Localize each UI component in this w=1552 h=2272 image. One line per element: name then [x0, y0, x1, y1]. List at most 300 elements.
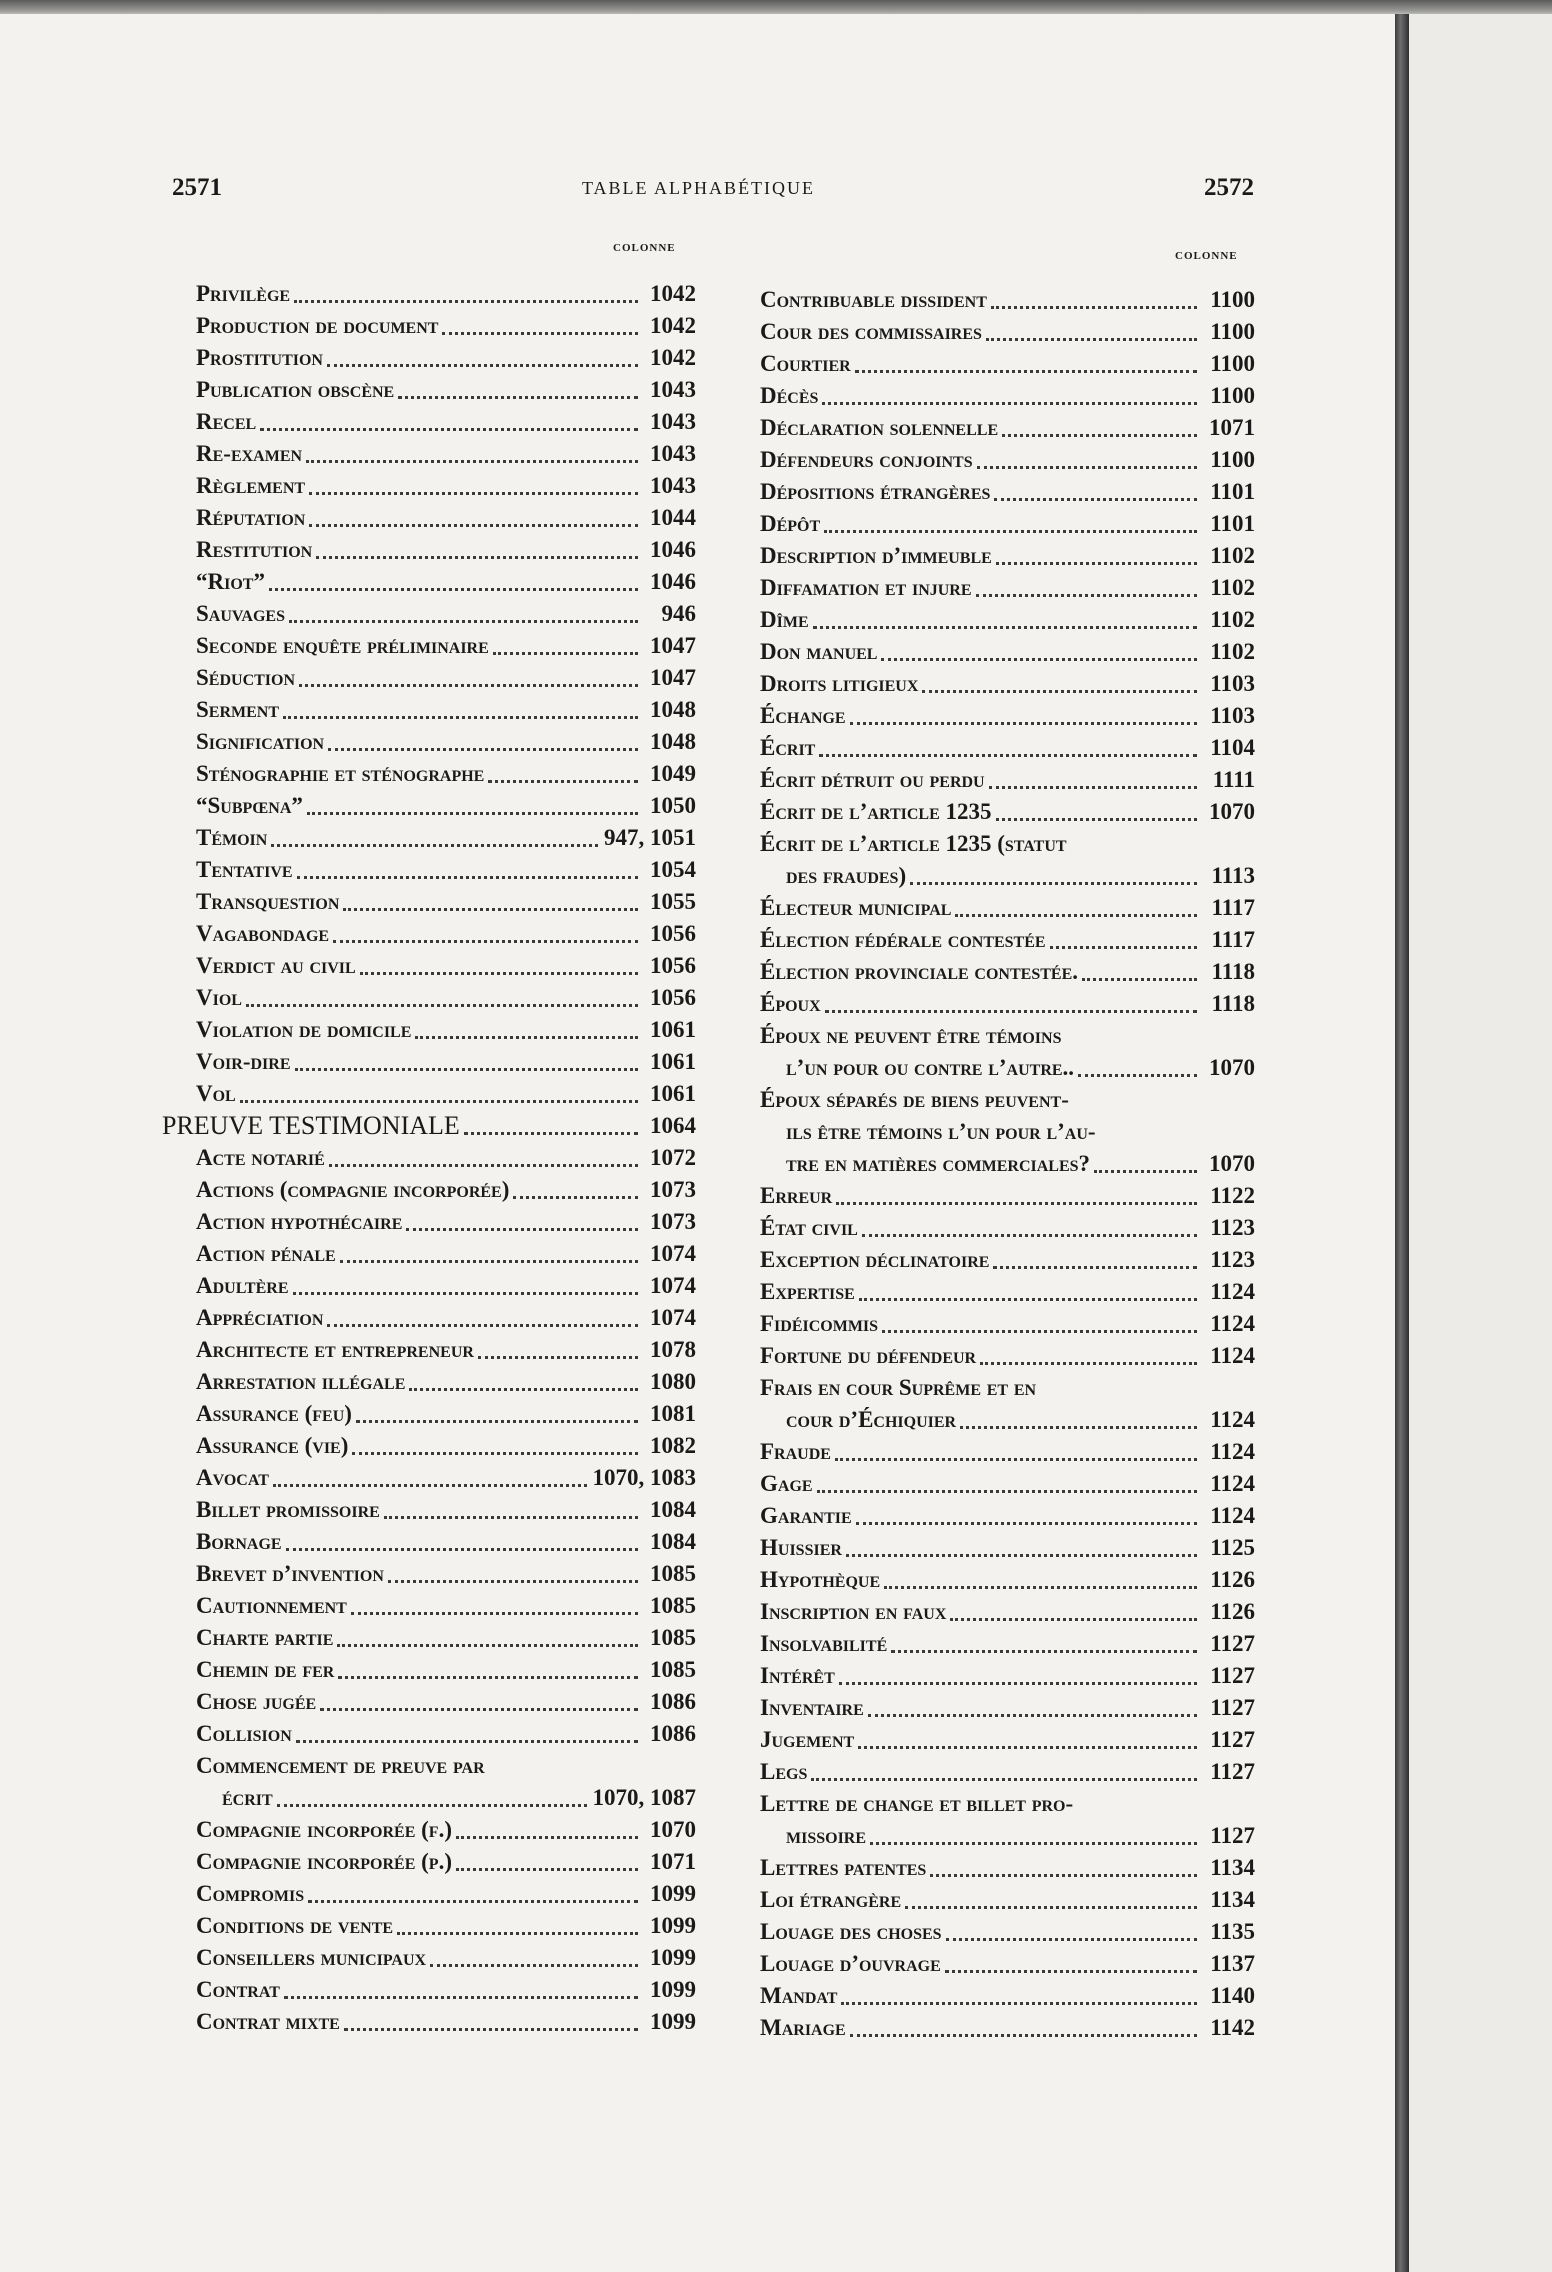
- dot-leader: [977, 465, 1197, 469]
- index-entry: [760, 348, 1255, 380]
- dot-leader: [825, 1009, 1197, 1013]
- index-entry-line: [760, 1372, 1255, 1404]
- column-reference: 1103: [1210, 703, 1255, 728]
- dot-leader: [513, 1195, 638, 1199]
- column-reference: 1113: [1211, 863, 1255, 888]
- dot-leader: [881, 657, 1197, 661]
- column-reference: 1126: [1210, 1567, 1255, 1592]
- column-reference: 1042: [650, 345, 696, 370]
- index-entry: [196, 1846, 696, 1878]
- dot-leader: [891, 1649, 1197, 1653]
- dot-leader: [846, 1553, 1197, 1557]
- entry-label: Chose jugée: [196, 1689, 317, 1714]
- entry-label: Commencement de preuve par: [196, 1753, 485, 1778]
- entry-label: Acte notarié: [196, 1145, 325, 1170]
- column-reference: 946: [661, 601, 696, 626]
- entry-label: Compagnie incorporée (f.): [196, 1817, 452, 1842]
- dot-leader: [855, 369, 1197, 373]
- index-entry: [196, 1718, 696, 1750]
- column-reference: 1070, 1087: [592, 1785, 696, 1810]
- index-entry: [196, 1014, 696, 1046]
- entry-label: Lettre de change et billet pro-: [760, 1791, 1074, 1816]
- dot-leader: [338, 1675, 638, 1679]
- entry-label: Compromis: [196, 1881, 305, 1906]
- column-reference: 1070, 1083: [592, 1465, 696, 1490]
- entry-label: Verdict au civil: [196, 953, 356, 978]
- column-reference: 1084: [650, 1497, 696, 1522]
- entry-label: Jugement: [760, 1727, 855, 1752]
- index-entry: [196, 1622, 696, 1654]
- index-entry: [196, 278, 696, 310]
- dot-leader: [351, 1611, 638, 1615]
- dot-leader: [384, 1515, 638, 1519]
- index-entry: [760, 700, 1255, 732]
- column-reference: 1100: [1210, 319, 1255, 344]
- entry-label: Contrat mixte: [196, 2009, 340, 2034]
- column-reference: 1086: [650, 1689, 696, 1714]
- entry-label: Production de document: [196, 313, 439, 338]
- column-reference: 1050: [650, 793, 696, 818]
- index-entry: [196, 790, 696, 822]
- entry-label: Fortune du défendeur: [760, 1343, 977, 1368]
- index-entry: [196, 1814, 696, 1846]
- column-reference: 1081: [650, 1401, 696, 1426]
- index-entry: [196, 1526, 696, 1558]
- index-entry: [760, 1564, 1255, 1596]
- column-reference: 1049: [650, 761, 696, 786]
- index-entry: [760, 1660, 1255, 1692]
- index-entry: [196, 1206, 696, 1238]
- index-entry: [760, 988, 1255, 1020]
- dot-leader: [273, 1483, 587, 1487]
- dot-leader: [1082, 977, 1197, 981]
- entry-label: Élection provinciale contestée.: [760, 959, 1078, 984]
- column-reference: 1046: [650, 569, 696, 594]
- column-reference: 1043: [650, 377, 696, 402]
- entry-label: Hypothèque: [760, 1567, 881, 1592]
- index-entry: [196, 822, 696, 854]
- dot-leader: [996, 817, 1198, 821]
- entry-label: Tentative: [196, 857, 293, 882]
- index-entry: [760, 508, 1255, 540]
- index-entry: [760, 1820, 1255, 1852]
- running-title: TABLE ALPHABÉTIQUE: [582, 178, 816, 198]
- index-entry: [196, 854, 696, 886]
- dot-leader: [337, 1643, 638, 1647]
- entry-label: Actions (compagnie incorporée): [196, 1177, 510, 1202]
- index-entry: [196, 2006, 696, 2038]
- dot-leader: [839, 1681, 1197, 1685]
- dot-leader: [296, 1739, 638, 1743]
- entry-label: Dépositions étrangères: [760, 479, 991, 504]
- dot-leader: [813, 625, 1197, 629]
- index-entry: [760, 1212, 1255, 1244]
- dot-leader: [309, 491, 638, 495]
- dot-leader: [289, 619, 638, 623]
- entry-label: Compagnie incorporée (p.): [196, 1849, 452, 1874]
- dot-leader: [286, 1547, 638, 1551]
- entry-label: Mandat: [760, 1983, 838, 2008]
- index-entry: [196, 1782, 696, 1814]
- dot-leader: [922, 689, 1197, 693]
- column-reference: 1102: [1210, 639, 1255, 664]
- dot-leader: [868, 1713, 1197, 1717]
- index-entry: [760, 1276, 1255, 1308]
- entry-label: Dîme: [760, 607, 809, 632]
- entry-label: cour d’Échiquier: [786, 1407, 957, 1432]
- index-entry: [196, 1046, 696, 1078]
- column-reference: 1080: [650, 1369, 696, 1394]
- column-reference: 1101: [1210, 479, 1255, 504]
- entry-label: Prostitution: [196, 345, 323, 370]
- column-reference: 1056: [650, 921, 696, 946]
- index-entry: [196, 1366, 696, 1398]
- index-entry: [760, 1500, 1255, 1532]
- index-entry: [760, 860, 1255, 892]
- entry-label: Gage: [760, 1471, 813, 1496]
- entry-label: Chemin de fer: [196, 1657, 335, 1682]
- dot-leader: [980, 1361, 1197, 1365]
- entry-label: Assurance (vie): [196, 1433, 349, 1458]
- index-entry: [760, 1884, 1255, 1916]
- entry-label: Réputation: [196, 505, 306, 530]
- entry-label: Collision: [196, 1721, 292, 1746]
- entry-label: Publication obscène: [196, 377, 395, 402]
- column-reference: 1137: [1210, 1951, 1255, 1976]
- column-reference: 1124: [1210, 1311, 1255, 1336]
- dot-leader: [930, 1873, 1197, 1877]
- column-reference: 1099: [650, 1913, 696, 1938]
- index-entry: [760, 1180, 1255, 1212]
- entry-label: Action hypothécaire: [196, 1209, 403, 1234]
- dot-leader: [295, 1067, 638, 1071]
- page-number-left: 2571: [172, 174, 222, 201]
- entry-label: Sténographie et sténographe: [196, 761, 485, 786]
- column-reference: 1127: [1210, 1631, 1255, 1656]
- index-entry: [196, 1398, 696, 1430]
- entry-label: Fraude: [760, 1439, 831, 1464]
- column-reference: 1124: [1210, 1471, 1255, 1496]
- dot-leader: [945, 1969, 1197, 1973]
- column-reference: 1100: [1210, 287, 1255, 312]
- column-reference: 1134: [1210, 1887, 1255, 1912]
- index-entry: [760, 1596, 1255, 1628]
- dot-leader: [283, 715, 638, 719]
- entry-label: Vol: [196, 1081, 236, 1106]
- dot-leader: [309, 523, 638, 527]
- entry-label: Frais en cour Suprême et en: [760, 1375, 1037, 1400]
- index-entry-line: [760, 1020, 1255, 1052]
- column-reference: 1124: [1210, 1343, 1255, 1368]
- index-entry: [196, 1942, 696, 1974]
- dot-leader: [862, 1233, 1197, 1237]
- entry-label: Droits litigieux: [760, 671, 919, 696]
- dot-leader: [493, 651, 638, 655]
- entry-label: Vagabondage: [196, 921, 330, 946]
- column-reference: 947, 1051: [604, 825, 696, 850]
- column-reference: 1074: [650, 1273, 696, 1298]
- dot-leader: [397, 1931, 638, 1935]
- index-column-right: [760, 284, 1255, 2044]
- entry-label: Élection fédérale contestée: [760, 927, 1046, 952]
- entry-label: Action pénale: [196, 1241, 336, 1266]
- dot-leader: [1094, 1169, 1197, 1173]
- entry-label: Époux ne peuvent être témoins: [760, 1023, 1062, 1048]
- column-reference: 1074: [650, 1241, 696, 1266]
- column-reference: 1102: [1210, 607, 1255, 632]
- entry-label: Contrat: [196, 1977, 280, 2002]
- dot-leader: [976, 593, 1197, 597]
- column-reference: 1043: [650, 473, 696, 498]
- index-entry: [196, 1078, 696, 1110]
- index-column-left: [162, 278, 696, 2038]
- column-reference: 1056: [650, 985, 696, 1010]
- dot-leader: [817, 1489, 1197, 1493]
- entry-label: “Subpœna”: [196, 793, 303, 818]
- index-entry-line: [760, 1788, 1255, 1820]
- index-entry: [196, 726, 696, 758]
- dot-leader: [442, 331, 638, 335]
- entry-label: écrit: [222, 1785, 273, 1810]
- dot-leader: [993, 1265, 1197, 1269]
- dot-leader: [320, 1707, 638, 1711]
- dot-leader: [870, 1841, 1197, 1845]
- dot-leader: [960, 1425, 1197, 1429]
- index-entry: [760, 1916, 1255, 1948]
- column-reference: 1099: [650, 1945, 696, 1970]
- dot-leader: [955, 913, 1197, 917]
- index-entry-line: [760, 828, 1255, 860]
- entry-label: l’un pour ou contre l’autre..: [786, 1055, 1075, 1080]
- index-entry: [196, 502, 696, 534]
- index-entry-line: [760, 1084, 1255, 1116]
- index-entry: [196, 1462, 696, 1494]
- column-reference: 1124: [1210, 1407, 1255, 1432]
- entry-label: Brevet d’invention: [196, 1561, 384, 1586]
- entry-label: Conditions de vente: [196, 1913, 394, 1938]
- column-reference: 1102: [1210, 543, 1255, 568]
- entry-label: Expertise: [760, 1279, 855, 1304]
- dot-leader: [859, 1297, 1197, 1301]
- column-reference: 1117: [1211, 927, 1255, 952]
- dot-leader: [415, 1035, 638, 1039]
- index-entry: [196, 662, 696, 694]
- entry-label: Époux: [760, 991, 821, 1016]
- dot-leader: [398, 395, 638, 399]
- dot-leader: [409, 1387, 638, 1391]
- dot-leader: [356, 1419, 638, 1423]
- dot-leader: [819, 753, 1197, 757]
- entry-label: Restitution: [196, 537, 313, 562]
- index-entry: [760, 1340, 1255, 1372]
- entry-label: Exception déclinatoire: [760, 1247, 990, 1272]
- entry-label: Témoin: [196, 825, 268, 850]
- column-reference: 1048: [650, 697, 696, 722]
- entry-label: Époux séparés de biens peuvent-: [760, 1087, 1069, 1112]
- column-reference: 1070: [650, 1817, 696, 1842]
- dot-leader: [991, 305, 1197, 309]
- index-entry: [196, 566, 696, 598]
- index-entry: [760, 316, 1255, 348]
- entry-label: Déclaration solennelle: [760, 415, 999, 440]
- column-reference: 1085: [650, 1561, 696, 1586]
- index-entry: [760, 732, 1255, 764]
- index-entry-line: [196, 1750, 696, 1782]
- index-entry: [760, 796, 1255, 828]
- index-entry: [196, 1558, 696, 1590]
- entry-label: Loi étrangère: [760, 1887, 902, 1912]
- index-entry: [196, 406, 696, 438]
- entry-label: Écrit détruit ou perdu: [760, 767, 985, 792]
- index-entry: [196, 1654, 696, 1686]
- entry-label: des fraudes): [786, 863, 907, 888]
- index-entry: [760, 668, 1255, 700]
- dot-leader: [240, 1099, 638, 1103]
- entry-label: Avocat: [196, 1465, 269, 1490]
- dot-leader: [1002, 433, 1197, 437]
- entry-label: Transquestion: [196, 889, 340, 914]
- index-entry: [760, 1852, 1255, 1884]
- dot-leader: [352, 1451, 638, 1455]
- dot-leader: [299, 683, 638, 687]
- index-entry: [760, 1692, 1255, 1724]
- entry-label: Lettres patentes: [760, 1855, 927, 1880]
- column-reference: 1123: [1210, 1215, 1255, 1240]
- dot-leader: [882, 1329, 1197, 1333]
- column-reference: 1101: [1210, 511, 1255, 536]
- index-entry: [760, 956, 1255, 988]
- index-entry: [760, 604, 1255, 636]
- entry-label: Échange: [760, 703, 846, 728]
- index-entry: [760, 1436, 1255, 1468]
- column-reference: 1074: [650, 1305, 696, 1330]
- dot-leader: [836, 1201, 1197, 1205]
- entry-label: Fidéicommis: [760, 1311, 879, 1336]
- entry-label: Inventaire: [760, 1695, 864, 1720]
- entry-label: Signification: [196, 729, 325, 754]
- entry-label: Architecte et entrepreneur: [196, 1337, 474, 1362]
- entry-label: Inscription en faux: [760, 1599, 947, 1624]
- column-reference: 1111: [1212, 767, 1255, 792]
- column-reference: 1082: [650, 1433, 696, 1458]
- index-entry: [760, 1244, 1255, 1276]
- dot-leader: [488, 779, 638, 783]
- index-entry: [196, 1686, 696, 1718]
- column-reference: 1042: [650, 281, 696, 306]
- entry-label: Privilège: [196, 281, 291, 306]
- entry-label: Louage d’ouvrage: [760, 1951, 941, 1976]
- column-reference: 1054: [650, 857, 696, 882]
- entry-label: PREUVE TESTIMONIALE: [162, 1111, 460, 1140]
- entry-label: Voir-dire: [196, 1049, 291, 1074]
- column-reference: 1099: [650, 1881, 696, 1906]
- entry-label: Serment: [196, 697, 280, 722]
- index-entry: [196, 1174, 696, 1206]
- dot-leader: [811, 1777, 1197, 1781]
- dot-leader: [950, 1617, 1197, 1621]
- dot-leader: [327, 363, 638, 367]
- entry-label: Adultère: [196, 1273, 289, 1298]
- dot-leader: [308, 1899, 638, 1903]
- index-entry: [760, 444, 1255, 476]
- entry-label: Legs: [760, 1759, 808, 1784]
- column-label-left: COLONNE: [613, 242, 676, 254]
- dot-leader: [297, 875, 638, 879]
- dot-leader: [360, 971, 638, 975]
- column-reference: 1127: [1210, 1823, 1255, 1848]
- column-reference: 1071: [1209, 415, 1255, 440]
- index-entry: [196, 438, 696, 470]
- entry-label: Cautionnement: [196, 1593, 347, 1618]
- dot-leader: [910, 881, 1197, 885]
- column-reference: 1126: [1210, 1599, 1255, 1624]
- index-entry: [196, 1974, 696, 2006]
- entry-label: Erreur: [760, 1183, 833, 1208]
- column-reference: 1084: [650, 1529, 696, 1554]
- entry-label: Bornage: [196, 1529, 282, 1554]
- column-reference: 1127: [1210, 1695, 1255, 1720]
- dot-leader: [850, 721, 1197, 725]
- dot-leader: [986, 337, 1197, 341]
- index-entry: [196, 982, 696, 1014]
- entry-label: Violation de domicile: [196, 1017, 412, 1042]
- column-reference: 1142: [1210, 2015, 1255, 2040]
- column-reference: 1134: [1210, 1855, 1255, 1880]
- column-reference: 1124: [1210, 1439, 1255, 1464]
- index-entry: [196, 918, 696, 950]
- section-heading-entry: [162, 1110, 696, 1142]
- entry-label: Viol: [196, 985, 242, 1010]
- column-reference: 1064: [650, 1113, 696, 1138]
- entry-label: Diffamation et injure: [760, 575, 972, 600]
- index-entry: [760, 1756, 1255, 1788]
- dot-leader: [946, 1937, 1197, 1941]
- column-reference: 1047: [650, 665, 696, 690]
- dot-leader: [856, 1521, 1197, 1525]
- column-reference: 1127: [1210, 1663, 1255, 1688]
- dot-leader: [905, 1905, 1197, 1909]
- column-reference: 1118: [1211, 991, 1255, 1016]
- index-entry: [760, 892, 1255, 924]
- dot-leader: [333, 939, 638, 943]
- dot-leader: [260, 427, 638, 431]
- entry-label: Seconde enquête préliminaire: [196, 633, 489, 658]
- index-entry: [760, 284, 1255, 316]
- dot-leader: [464, 1131, 638, 1135]
- index-entry: [196, 1494, 696, 1526]
- dot-leader: [858, 1745, 1197, 1749]
- dot-leader: [307, 811, 638, 815]
- dot-leader: [841, 2001, 1197, 2005]
- entry-label: Garantie: [760, 1503, 852, 1528]
- scan-margin: [1409, 14, 1552, 2272]
- index-entry: [760, 636, 1255, 668]
- index-entry: [760, 2012, 1255, 2044]
- entry-label: État civil: [760, 1215, 858, 1240]
- column-reference: 1085: [650, 1625, 696, 1650]
- column-reference: 1061: [650, 1049, 696, 1074]
- column-label-right: COLONNE: [1175, 250, 1238, 262]
- page-number-right: 2572: [1204, 174, 1254, 201]
- dot-leader: [293, 1291, 639, 1295]
- dot-leader: [343, 907, 638, 911]
- index-entry: [196, 950, 696, 982]
- entry-label: tre en matières commerciales?: [786, 1151, 1091, 1176]
- column-reference: 1071: [650, 1849, 696, 1874]
- index-entry: [196, 470, 696, 502]
- column-reference: 1140: [1210, 1983, 1255, 2008]
- column-reference: 1073: [650, 1209, 696, 1234]
